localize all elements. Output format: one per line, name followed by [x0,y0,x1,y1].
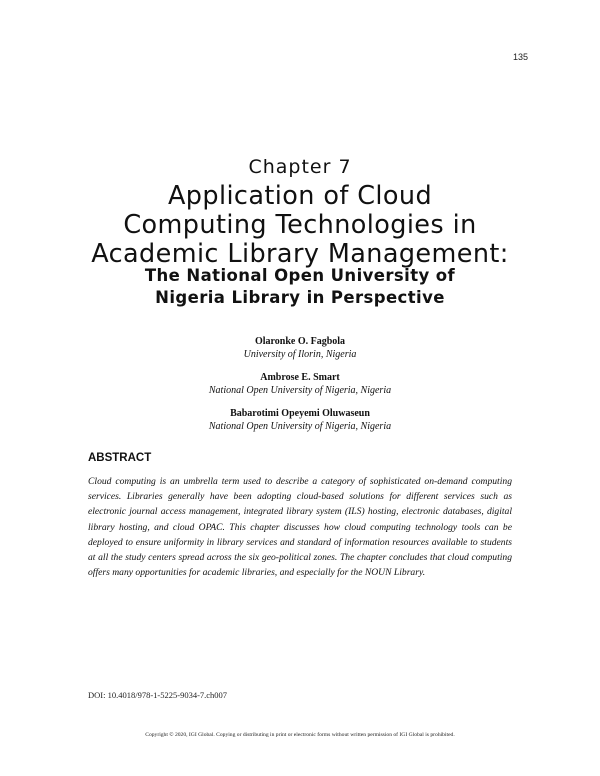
abstract-body: Cloud computing is an umbrella term used to describe a category of sophisticated on-demand computing services. Libraries generally have been adopting cloud-based solutions for different services such as electronic journal access management, integrated library system (ILS) hosting, electronic databases, digital library hosting, and cloud OPAC. This chapter discusses how cloud computing technology tools can be deployed to ensure uniformity in library services and standard of information resources available to students at all the study centers spread across the six geo-political zones. The chapter concludes that cloud computing offers many opportunities for academic libraries, and especially for the NOUN Library. [88,476,512,579]
copyright-notice: Copyright © 2020, IGI Global. Copying or distributing in print or electronic forms without written permission of IGI Global is prohibited. [145,732,455,738]
author-entry [0,371,600,397]
author-entry [0,335,600,361]
chapter-subtitle-line: Nigeria Library in Perspective [155,288,445,307]
chapter-title-line: Computing Technologies in [123,210,477,240]
chapter-title [40,182,560,269]
author-name: Ambrose E. Smart [260,372,340,383]
author-list [0,335,600,443]
chapter-subtitle-line: The National Open University of [144,266,456,285]
chapter-title-line: Application of Cloud [167,181,433,211]
author-entry [0,407,600,433]
author-name: Olaronke O. Fagbola [254,336,346,347]
author-affiliation: National Open University of Nigeria, Nigeria [208,421,392,432]
author-affiliation: National Open University of Nigeria, Nigeria [208,385,392,396]
page-number: 135 [512,52,528,62]
author-name: Babarotimi Opeyemi Oluwaseun [230,408,370,419]
chapter-title-line: Academic Library Management: [91,239,509,269]
abstract-heading: ABSTRACT [88,452,152,464]
chapter-subtitle [60,265,540,309]
author-affiliation: University of Ilorin, Nigeria [243,349,357,360]
chapter-label: Chapter 7 [248,156,352,178]
doi: DOI: 10.4018/978-1-5225-9034-7.ch007 [88,690,228,700]
